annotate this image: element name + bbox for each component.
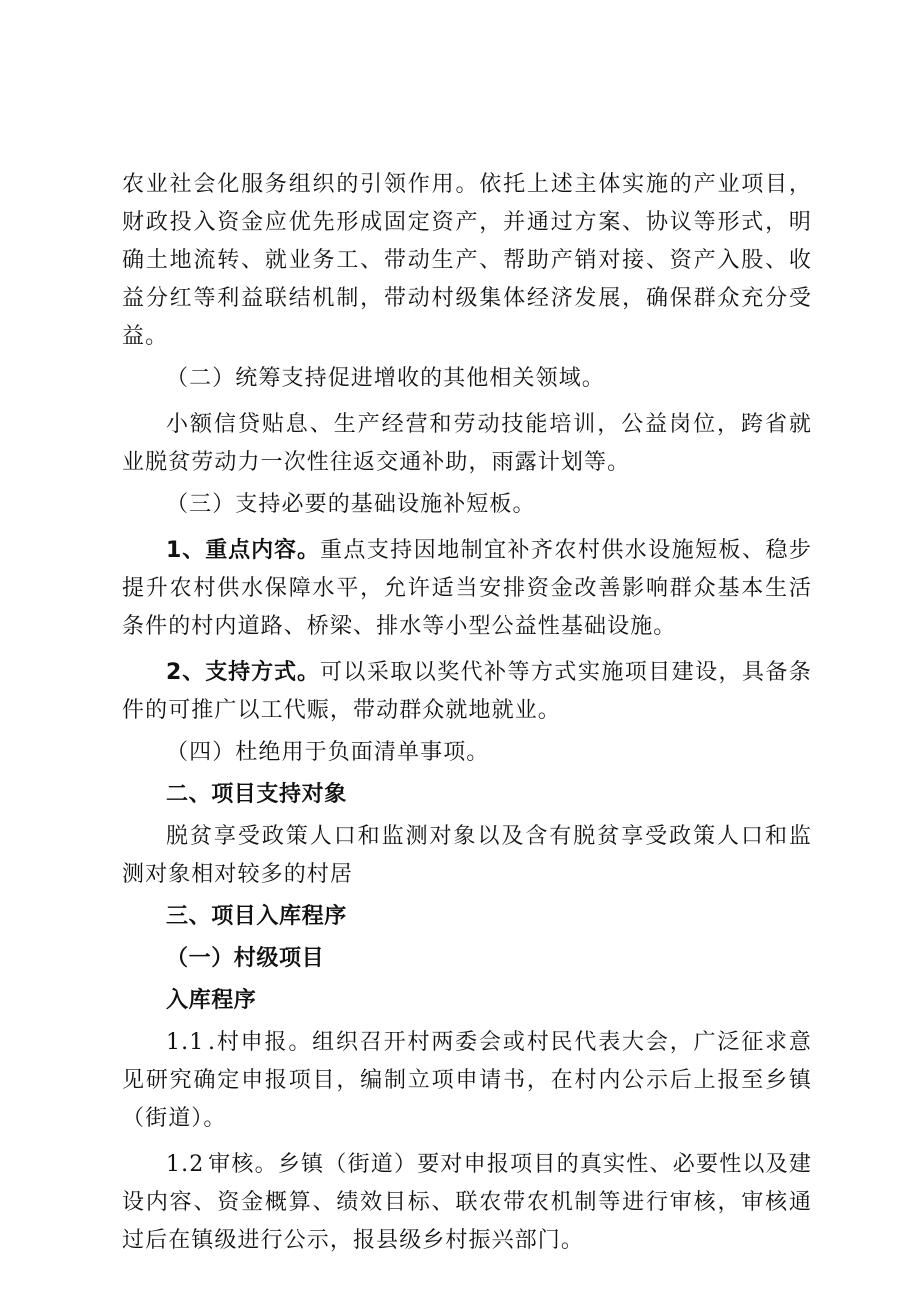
label-support-method: 2、支持方式。 <box>166 660 320 685</box>
label-key-content: 1、重点内容。 <box>166 538 320 563</box>
list-item-review <box>122 1146 812 1260</box>
section-title-entry-procedure: 三、项目入库程序 <box>166 904 347 929</box>
list-item-text: 审核。乡镇（街道）要对申报项目的真实性、必要性以及建设内容、资金概算、绩效目标、联农带农机制等进行审核，审核通过后在镇级进行公示，报县级乡村振兴部门。 <box>122 1152 812 1253</box>
heading-negative-list: （四）杜绝用于负面清单事项。 <box>166 740 490 765</box>
list-item-text: .村申报。组织召开村两委会或村民代表大会，广泛征求意见研究确定申报项目，编制立项申请书，在村内公示后上报至乡镇（街道）。 <box>122 1030 812 1131</box>
text-key-content: 重点支持因地制宜补齐农村供水设施短板、稳步提升农村供水保障水平，允许适当安排资金改善影响群众基本生活条件的村内道路、桥梁、排水等小型公益性基础设施。 <box>122 538 812 639</box>
text-support-method: 可以采取以奖代补等方式实施项目建设，具备条件的可推广以工代赈，带动群众就地就业。 <box>122 660 812 723</box>
list-item-number: 1.2 <box>166 1152 205 1177</box>
paragraph-support-method <box>122 654 812 730</box>
section-title-support-targets: 二、项目支持对象 <box>166 782 347 807</box>
subheading-entry-procedure: 入库程序 <box>166 988 257 1013</box>
heading-infrastructure: （三）支持必要的基础设施补短板。 <box>166 492 536 517</box>
list-item-number: 1.1 <box>166 1030 205 1055</box>
paragraph-key-content <box>122 532 812 646</box>
paragraph-service-organization: 农业社会化服务组织的引领作用。依托上述主体实施的产业项目，财政投入资金应优先形成固定资产，并通过方案、协议等形式，明确土地流转、就业务工、带动生产、帮助产销对接、资产入股、收益分红等利益联结机制，带动村级集体经济发展，确保群众充分受益。 <box>122 172 812 349</box>
subsection-title-village-projects: （一）村级项目 <box>166 946 325 971</box>
document-body <box>122 166 812 1260</box>
list-item-village-application <box>122 1024 812 1138</box>
heading-income-fields: （二）统筹支持促进增收的其他相关领域。 <box>166 366 605 391</box>
paragraph-income-items: 小额信贷贴息、生产经营和劳动技能培训，公益岗位，跨省就业脱贫劳动力一次性往返交通补助，雨露计划等。 <box>122 412 812 475</box>
paragraph-support-targets: 脱贫享受政策人口和监测对象以及含有脱贫享受政策人口和监测对象相对较多的村居 <box>122 824 812 887</box>
